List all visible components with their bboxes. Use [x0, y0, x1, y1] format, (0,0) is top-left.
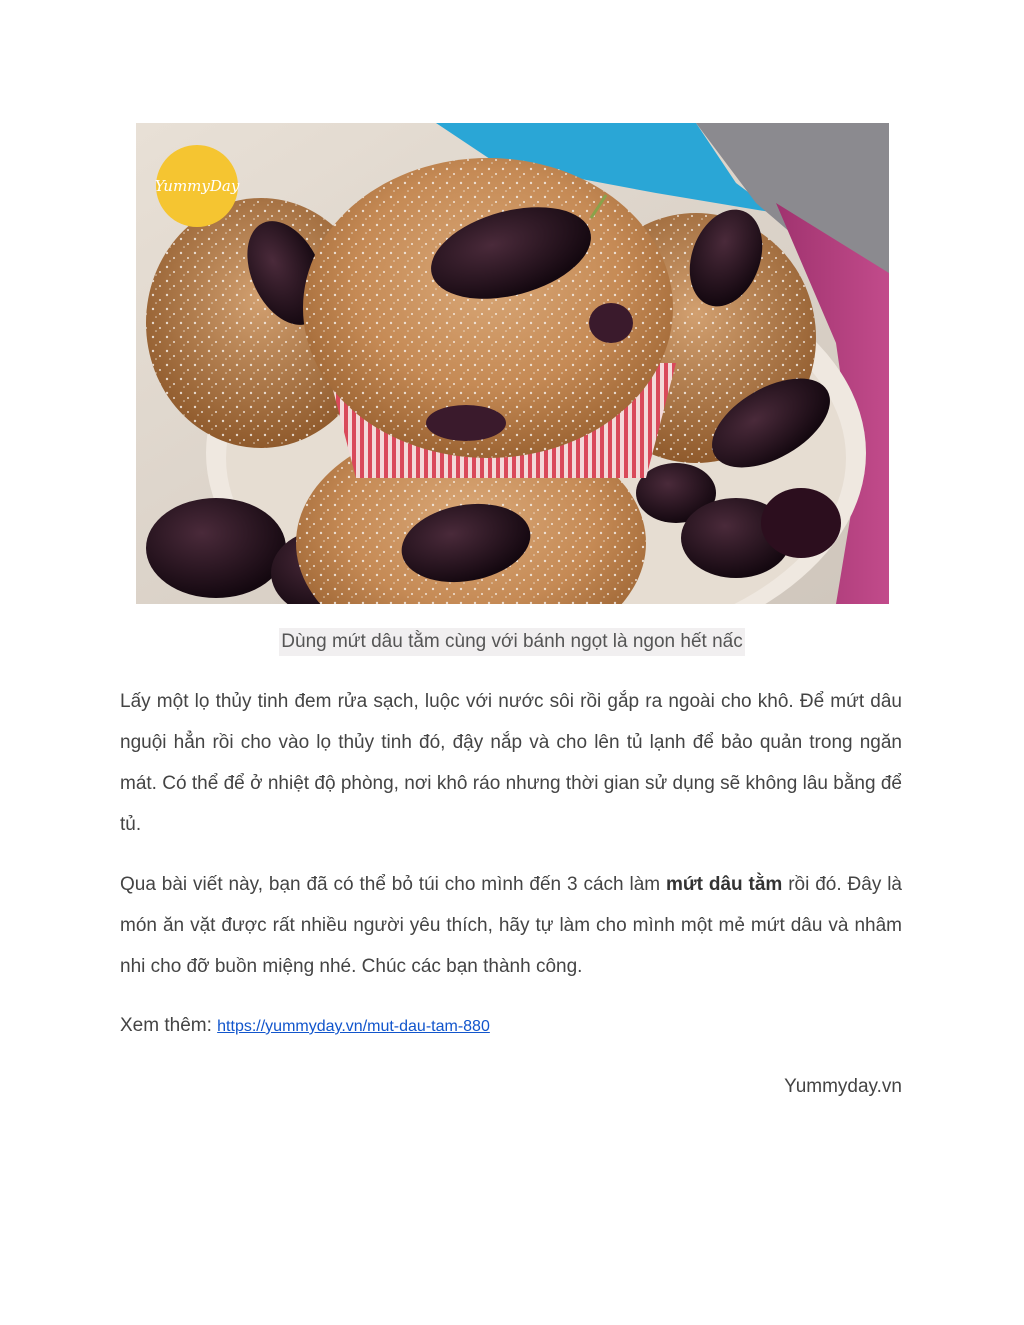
image-caption: Dùng mứt dâu tằm cùng với bánh ngọt là ngon hết nấc — [279, 628, 744, 656]
logo-text: YummyDay — [154, 177, 240, 195]
see-more-label: Xem thêm: — [120, 1015, 218, 1036]
site-name: Yummyday.vn — [784, 1076, 902, 1097]
muffin-photo — [136, 123, 889, 604]
see-more-line — [120, 1012, 490, 1041]
conclusion-paragraph — [120, 864, 902, 987]
conclusion-text-after: rồi đó. Đây là món ăn vặt được rất nhiều người yêu thích, hãy tự làm cho mình một mẻ mứt dâu và nhâm nhi cho đỡ buồn miệng nhé. Chúc các bạn thành công. — [120, 874, 902, 977]
see-more-link[interactable]: https://yummyday.vn/mut-dau-tam-880 — [217, 1018, 490, 1035]
storage-paragraph: Lấy một lọ thủy tinh đem rửa sạch, luộc với nước sôi rồi gắp ra ngoài cho khô. Để mứt dâu nguội hẳn rồi cho vào lọ thủy tinh đó, đậy nắp và cho lên tủ lạnh để bảo quản trong ngăn mát. Có thể để ở nhiệt độ phòng, nơi khô ráo nhưng thời gian sử dụng sẽ không lâu bằng để tủ. — [120, 691, 902, 835]
keyword-bold: mứt dâu tằm — [666, 874, 783, 895]
conclusion-text-before: Qua bài viết này, bạn đã có thể bỏ túi cho mình đến 3 cách làm — [120, 874, 666, 895]
